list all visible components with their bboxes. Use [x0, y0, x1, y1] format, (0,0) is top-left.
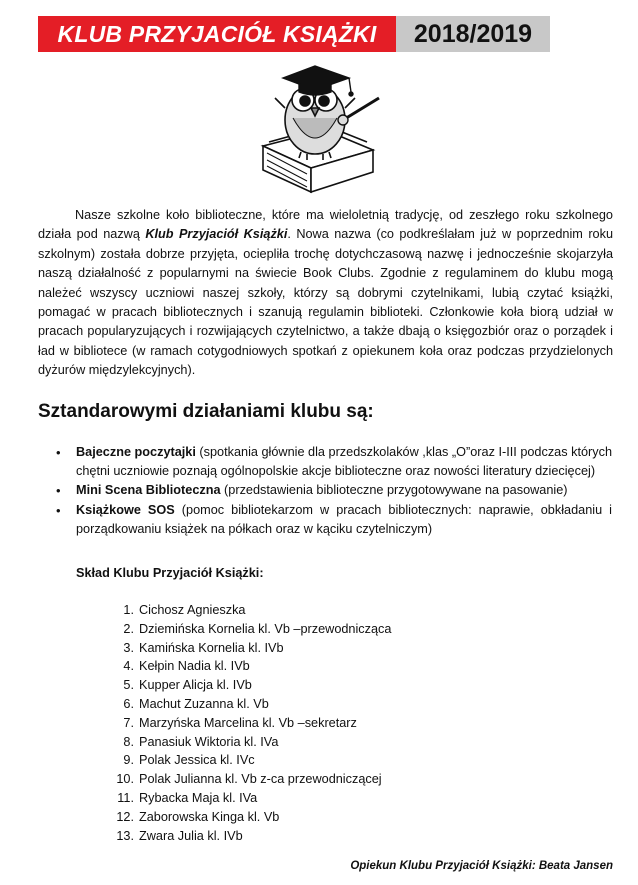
member-number: 13.: [116, 828, 134, 843]
member-name: Panasiuk Wiktoria kl. IVa: [139, 734, 279, 749]
school-year: 2018/2019: [396, 16, 550, 52]
member-name: Zaborowska Kinga kl. Vb: [139, 809, 280, 824]
member-number: 3.: [123, 640, 134, 655]
member-number: 7.: [123, 715, 134, 730]
activity-desc: (spotkania głównie dla przedszkolaków ,klas „O”oraz I-III podczas których chętni uczniowie poznają ogólnopolskie akcje biblioteczne oraz nowości literatury dziecięcej): [76, 445, 613, 479]
member-number: 9.: [123, 753, 134, 768]
member-item: [112, 789, 391, 808]
activity-desc: (przedstawienia biblioteczne przygotowywane na pasowanie): [220, 483, 568, 498]
member-name: Cichosz Agnieszka: [139, 603, 246, 617]
member-name: Machut Zuzanna kl. Vb: [139, 696, 269, 711]
activity-item: [76, 501, 612, 539]
activity-item: [76, 481, 612, 500]
member-item: [112, 770, 391, 789]
member-name: Kełpin Nadia kl. IVb: [139, 659, 250, 674]
activity-item: [76, 443, 612, 481]
owl-illustration: [255, 58, 385, 198]
member-number: 5.: [123, 678, 134, 693]
member-name: Dziemińska Kornelia kl. Vb –przewodnicząca: [139, 621, 392, 636]
activity-name: Książkowe SOS: [76, 502, 175, 517]
member-name: Polak Jessica kl. IVc: [139, 753, 255, 768]
member-number: 10.: [116, 772, 134, 787]
activity-name: Mini Scena Biblioteczna: [76, 483, 221, 498]
intro-text-part1: Nasze szkolne koło biblioteczne, które ma wieloletnią tradycję, od zeszłego roku szkolnego działa pod nazwą: [38, 208, 613, 242]
member-name: Polak Julianna kl. Vb z-ca przewodniczącej: [139, 772, 382, 787]
member-item: [112, 751, 391, 770]
member-number: 4.: [123, 659, 134, 674]
member-item: [112, 657, 391, 676]
member-number: 12.: [116, 809, 134, 824]
section-title: Sztandarowymi działaniami klubu są:: [38, 401, 374, 422]
member-name: Marzyńska Marcelina kl. Vb –sekretarz: [139, 715, 357, 730]
member-number: 8.: [123, 734, 134, 749]
activity-name: Bajeczne poczytajki: [76, 445, 196, 459]
footer-signature: Opiekun Klubu Przyjaciół Książki: Beata Jansen: [350, 860, 613, 872]
members-heading: Skład Klubu Przyjaciół Książki:: [76, 566, 264, 580]
member-item: [112, 676, 391, 695]
member-item: [112, 714, 391, 733]
member-name: Kamińska Kornelia kl. IVb: [139, 640, 284, 655]
member-number: 6.: [123, 696, 134, 711]
intro-paragraph: [38, 206, 613, 381]
member-name: Kupper Alicja kl. IVb: [139, 678, 252, 693]
member-name: Rybacka Maja kl. IVa: [139, 790, 258, 805]
member-item: [112, 733, 391, 752]
activities-list: [76, 443, 612, 539]
member-number: 2.: [123, 621, 134, 636]
members-list: [112, 601, 391, 845]
member-item: [112, 639, 391, 658]
member-item: [112, 827, 391, 846]
member-number: 11.: [117, 790, 134, 805]
intro-club-name: Klub Przyjaciół Książki: [145, 227, 288, 242]
member-item: [112, 601, 391, 620]
member-item: [112, 695, 391, 714]
club-title: KLUB PRZYJACIÓŁ KSIĄŻKI: [38, 16, 396, 52]
header-banner: [38, 16, 550, 52]
member-name: Zwara Julia kl. IVb: [139, 828, 243, 843]
member-item: [112, 620, 391, 639]
intro-text-part2: . Nowa nazwa (co podkreślałam już w poprzednim roku szkolnym) została dobrze przyjęta, ociepliła trochę dotychczasową nazwę i jednocześnie skojarzyła naszą działalność z popularnymi na świecie Book Clubs. Zgodnie z regulaminem do klubu mogą należeć wszyscy uczniowi naszej szkoły, którzy są dobrymi czytelnikami, lubią czytać książki, pomagać w pracach bibliotecznych i szanują regulamin biblioteki. Członkowie koła biorą udział w pracach popularyzujących i rozwijających czytelnictwo, a także dbają o księgozbiór oraz o porządek i ład w bibliotece (w ramach cotygodniowych spotkań z opiekunem koła oraz podczas przydzielonych dyżurów międzylekcyjnych).: [38, 227, 613, 378]
member-item: [112, 808, 391, 827]
activity-desc: (pomoc bibliotekarzom w pracach bibliotecznych: naprawie, obkładaniu i porządkowaniu książek na półkach oraz w kąciku czytelniczym): [76, 502, 612, 536]
member-number: 1.: [123, 603, 134, 617]
